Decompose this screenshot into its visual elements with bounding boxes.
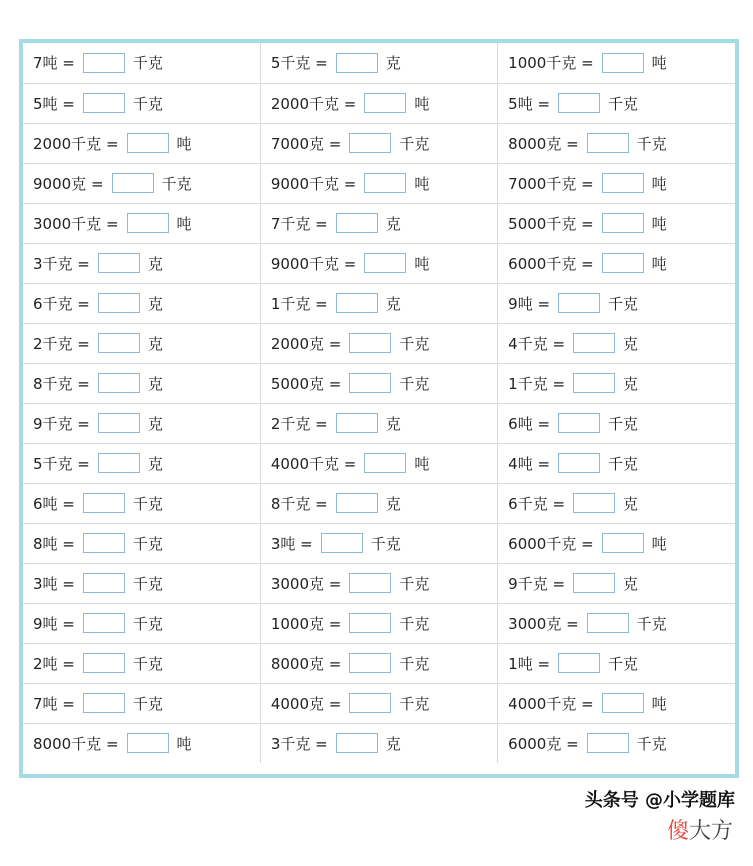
answer-box[interactable] [83, 653, 125, 673]
question-cell [23, 523, 260, 563]
question-cell [23, 203, 260, 243]
question-text: 7吨 = [33, 54, 75, 73]
unit-label: 千克 [608, 654, 639, 673]
unit-label: 千克 [132, 654, 163, 673]
answer-box[interactable] [336, 493, 378, 513]
question-cell [260, 723, 497, 763]
answer-box[interactable] [83, 573, 125, 593]
answer-box[interactable] [98, 293, 140, 313]
unit-label: 吨 [176, 214, 192, 233]
question-text: 4吨 = [508, 454, 551, 473]
question-cell [498, 323, 735, 363]
answer-box[interactable] [336, 733, 378, 753]
question-text: 2千克 = [33, 334, 90, 353]
unit-label: 克 [385, 54, 401, 73]
answer-box[interactable] [602, 533, 644, 553]
table-row [23, 283, 735, 323]
question-cell [23, 483, 260, 523]
table-row [23, 163, 735, 203]
answer-box[interactable] [602, 693, 644, 713]
unit-label: 吨 [651, 694, 667, 713]
table-row [23, 523, 735, 563]
answer-box[interactable] [112, 173, 154, 193]
answer-box[interactable] [364, 173, 406, 193]
question-cell [23, 363, 260, 403]
question-cell [498, 563, 735, 603]
unit-label: 吨 [414, 174, 430, 193]
answer-box[interactable] [364, 453, 406, 473]
question-text: 8000千克 = [33, 734, 119, 753]
question-cell [23, 603, 260, 643]
question-text: 7吨 = [33, 694, 75, 713]
question-cell [498, 723, 735, 763]
unit-label: 千克 [608, 414, 639, 433]
unit-label: 克 [147, 454, 163, 473]
question-text: 2000克 = [270, 334, 342, 353]
answer-box[interactable] [321, 533, 363, 553]
conversion-table [23, 43, 735, 763]
question-cell [260, 643, 497, 683]
question-text: 9000千克 = [270, 174, 357, 193]
question-cell [498, 203, 735, 243]
unit-label: 克 [385, 734, 401, 753]
unit-label: 吨 [651, 534, 667, 553]
unit-label: 千克 [132, 94, 163, 113]
question-text: 9000克 = [33, 174, 104, 193]
question-text: 6千克 = [508, 494, 566, 513]
question-cell [498, 483, 735, 523]
question-cell [23, 43, 260, 83]
answer-box[interactable] [349, 133, 391, 153]
unit-label: 克 [385, 214, 401, 233]
unit-label: 克 [385, 494, 401, 513]
unit-label: 克 [623, 494, 639, 513]
question-text: 9吨 = [33, 614, 75, 633]
table-row [23, 563, 735, 603]
unit-label: 千克 [399, 694, 430, 713]
answer-box[interactable] [364, 253, 406, 273]
answer-box[interactable] [98, 253, 140, 273]
answer-box[interactable] [349, 373, 391, 393]
source-credit: 头条号 @小学题库 [584, 790, 735, 811]
question-cell [498, 163, 735, 203]
unit-label: 克 [147, 414, 163, 433]
question-cell [260, 363, 497, 403]
question-text: 5000克 = [270, 374, 342, 393]
question-text: 2000千克 = [270, 94, 357, 113]
question-cell [498, 643, 735, 683]
answer-box[interactable] [98, 333, 140, 353]
answer-box[interactable] [364, 93, 406, 113]
question-cell [23, 563, 260, 603]
answer-box[interactable] [83, 93, 125, 113]
answer-box[interactable] [587, 613, 629, 633]
table-row [23, 483, 735, 523]
question-cell [23, 323, 260, 363]
question-text: 1千克 = [270, 294, 328, 313]
table-row [23, 363, 735, 403]
question-text: 3千克 = [270, 734, 328, 753]
answer-box[interactable] [98, 413, 140, 433]
logo-part-1: 傻 [666, 819, 689, 844]
question-cell [498, 603, 735, 643]
question-cell [498, 363, 735, 403]
question-text: 1吨 = [508, 654, 551, 673]
unit-label: 吨 [651, 214, 667, 233]
unit-label: 千克 [636, 614, 667, 633]
unit-label: 千克 [636, 134, 667, 153]
unit-label: 千克 [399, 374, 430, 393]
answer-box[interactable] [83, 493, 125, 513]
unit-label: 克 [147, 294, 163, 313]
question-text: 9千克 = [508, 574, 566, 593]
unit-label: 千克 [399, 574, 430, 593]
question-text: 6千克 = [33, 294, 90, 313]
question-cell [23, 123, 260, 163]
table-row [23, 403, 735, 443]
question-cell [498, 243, 735, 283]
question-text: 9000千克 = [270, 254, 357, 273]
question-text: 5吨 = [33, 94, 75, 113]
unit-label: 吨 [651, 54, 667, 73]
question-text: 4000千克 = [270, 454, 357, 473]
table-row [23, 643, 735, 683]
answer-box[interactable] [558, 293, 600, 313]
question-text: 8吨 = [33, 534, 75, 553]
answer-box[interactable] [602, 213, 644, 233]
question-cell [498, 443, 735, 483]
question-cell [498, 43, 735, 83]
unit-label: 千克 [161, 174, 192, 193]
unit-label: 千克 [636, 734, 667, 753]
worksheet [19, 39, 739, 778]
question-cell [260, 403, 497, 443]
answer-box[interactable] [587, 733, 629, 753]
question-text: 6吨 = [508, 414, 551, 433]
unit-label: 千克 [608, 294, 639, 313]
question-text: 8千克 = [270, 494, 328, 513]
unit-label: 克 [147, 254, 163, 273]
table-row [23, 123, 735, 163]
question-cell [260, 683, 497, 723]
question-text: 1千克 = [508, 374, 566, 393]
answer-box[interactable] [336, 53, 378, 73]
answer-box[interactable] [602, 53, 644, 73]
question-cell [260, 43, 497, 83]
question-text: 3000克 = [270, 574, 342, 593]
unit-label: 千克 [132, 614, 163, 633]
table-row [23, 323, 735, 363]
unit-label: 吨 [414, 94, 430, 113]
question-cell [260, 163, 497, 203]
question-text: 7000千克 = [508, 174, 594, 193]
question-cell [23, 683, 260, 723]
unit-label: 吨 [176, 734, 192, 753]
unit-label: 千克 [132, 574, 163, 593]
answer-box[interactable] [98, 373, 140, 393]
answer-box[interactable] [573, 373, 615, 393]
answer-box[interactable] [573, 493, 615, 513]
answer-box[interactable] [127, 133, 169, 153]
question-cell [498, 123, 735, 163]
question-text: 3吨 = [270, 534, 313, 553]
question-cell [23, 243, 260, 283]
question-text: 3000克 = [508, 614, 579, 633]
question-cell [23, 403, 260, 443]
question-text: 8000克 = [508, 134, 579, 153]
unit-label: 吨 [651, 174, 667, 193]
question-cell [23, 723, 260, 763]
table-row [23, 603, 735, 643]
question-text: 1000克 = [270, 614, 342, 633]
question-text: 8千克 = [33, 374, 90, 393]
question-text: 1000千克 = [508, 54, 594, 73]
unit-label: 克 [147, 334, 163, 353]
answer-box[interactable] [336, 293, 378, 313]
answer-box[interactable] [349, 573, 391, 593]
unit-label: 克 [147, 374, 163, 393]
question-cell [23, 283, 260, 323]
answer-box[interactable] [602, 173, 644, 193]
unit-label: 千克 [399, 334, 430, 353]
unit-label: 千克 [399, 614, 430, 633]
unit-label: 克 [385, 294, 401, 313]
unit-label: 千克 [370, 534, 401, 553]
question-text: 5千克 = [270, 54, 328, 73]
table-row [23, 683, 735, 723]
question-cell [498, 83, 735, 123]
question-cell [498, 683, 735, 723]
answer-box[interactable] [336, 413, 378, 433]
answer-box[interactable] [558, 453, 600, 473]
question-text: 6吨 = [33, 494, 75, 513]
unit-label: 千克 [132, 494, 163, 513]
answer-box[interactable] [349, 693, 391, 713]
question-text: 9千克 = [33, 414, 90, 433]
question-text: 3千克 = [33, 254, 90, 273]
answer-box[interactable] [602, 253, 644, 273]
question-text: 4000千克 = [508, 694, 594, 713]
question-cell [260, 243, 497, 283]
question-cell [260, 443, 497, 483]
unit-label: 吨 [414, 254, 430, 273]
answer-box[interactable] [573, 573, 615, 593]
question-text: 5000千克 = [508, 214, 594, 233]
unit-label: 千克 [399, 134, 430, 153]
question-cell [260, 83, 497, 123]
question-cell [23, 163, 260, 203]
unit-label: 克 [623, 374, 639, 393]
question-text: 3000千克 = [33, 214, 119, 233]
answer-box[interactable] [83, 693, 125, 713]
answer-box[interactable] [127, 733, 169, 753]
question-cell [260, 123, 497, 163]
question-text: 5千克 = [33, 454, 90, 473]
question-text: 7000克 = [270, 134, 342, 153]
answer-box[interactable] [558, 413, 600, 433]
question-cell [498, 403, 735, 443]
unit-label: 千克 [132, 534, 163, 553]
question-text: 7千克 = [270, 214, 328, 233]
unit-label: 千克 [132, 694, 163, 713]
answer-box[interactable] [83, 53, 125, 73]
unit-label: 克 [623, 334, 639, 353]
table-row [23, 83, 735, 123]
unit-label: 吨 [176, 134, 192, 153]
question-cell [260, 203, 497, 243]
unit-label: 吨 [651, 254, 667, 273]
answer-box[interactable] [336, 213, 378, 233]
question-text: 2千克 = [270, 414, 328, 433]
question-cell [260, 483, 497, 523]
question-text: 9吨 = [508, 294, 551, 313]
unit-label: 吨 [414, 454, 430, 473]
question-cell [498, 523, 735, 563]
answer-box[interactable] [349, 653, 391, 673]
answer-box[interactable] [349, 613, 391, 633]
question-cell [23, 83, 260, 123]
table-row [23, 203, 735, 243]
answer-box[interactable] [127, 213, 169, 233]
answer-box[interactable] [98, 453, 140, 473]
question-text: 2000千克 = [33, 134, 119, 153]
question-text: 3吨 = [33, 574, 75, 593]
unit-label: 克 [385, 414, 401, 433]
question-cell [260, 283, 497, 323]
logo-part-2: 大方 [688, 819, 733, 844]
table-row [23, 43, 735, 83]
question-cell [260, 603, 497, 643]
answer-box[interactable] [587, 133, 629, 153]
question-cell [498, 283, 735, 323]
unit-label: 克 [623, 574, 639, 593]
watermark-logo [667, 814, 733, 845]
question-text: 4千克 = [508, 334, 566, 353]
answer-box[interactable] [83, 533, 125, 553]
answer-box[interactable] [349, 333, 391, 353]
question-text: 4000克 = [270, 694, 342, 713]
question-cell [260, 323, 497, 363]
table-row [23, 243, 735, 283]
question-text: 8000克 = [270, 654, 342, 673]
unit-label: 千克 [399, 654, 430, 673]
answer-box[interactable] [558, 93, 600, 113]
unit-label: 千克 [132, 54, 163, 73]
table-row [23, 723, 735, 763]
unit-label: 千克 [608, 94, 639, 113]
answer-box[interactable] [558, 653, 600, 673]
question-text: 5吨 = [508, 94, 551, 113]
question-text: 6000千克 = [508, 254, 594, 273]
question-text: 6000千克 = [508, 534, 594, 553]
question-cell [260, 523, 497, 563]
question-cell [23, 443, 260, 483]
question-cell [260, 563, 497, 603]
question-cell [23, 643, 260, 683]
answer-box[interactable] [573, 333, 615, 353]
table-row [23, 443, 735, 483]
question-text: 2吨 = [33, 654, 75, 673]
answer-box[interactable] [83, 613, 125, 633]
unit-label: 千克 [608, 454, 639, 473]
question-text: 6000克 = [508, 734, 579, 753]
